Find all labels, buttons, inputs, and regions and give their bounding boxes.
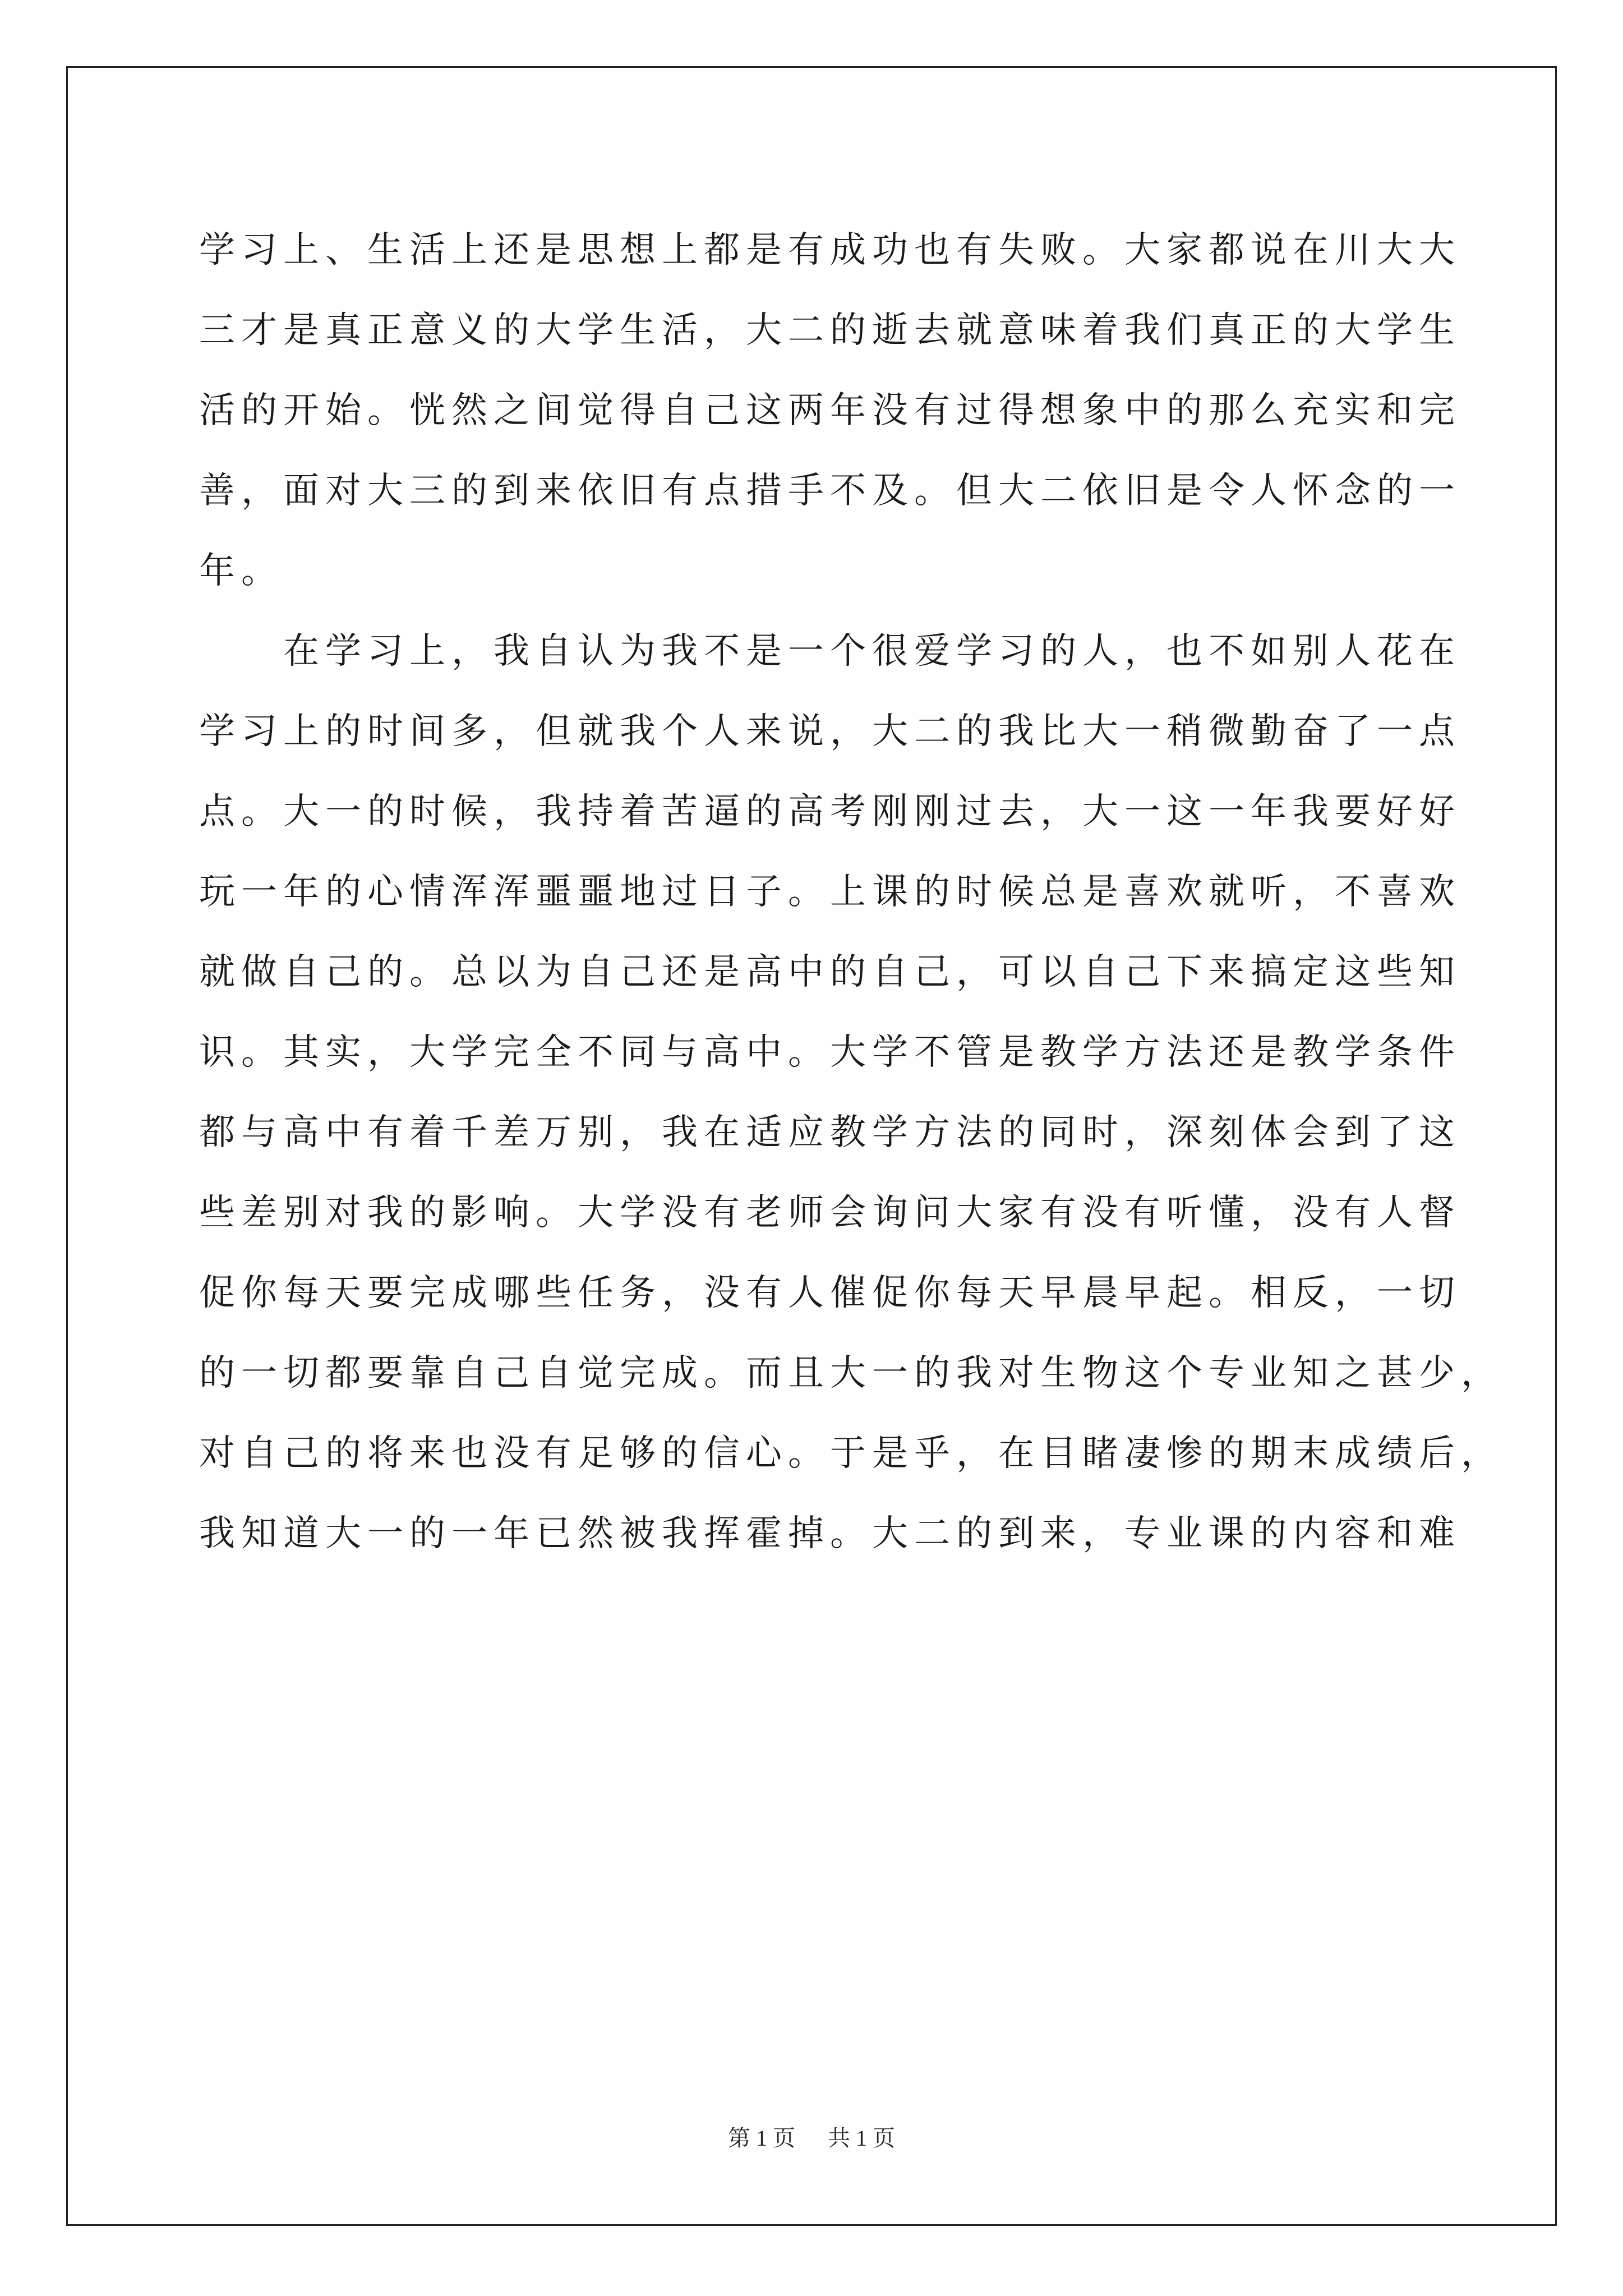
text-line: 三才是真正意义的大学生活，大二的逝去就意味着我们真正的大学生	[199, 310, 1461, 351]
text-line: 就做自己的。总以为自己还是高中的自己，可以自己下来搞定这些知	[199, 951, 1461, 993]
text-line: 学习上、生活上还是思想上都是有成功也有失败。大家都说在川大大	[199, 229, 1461, 271]
text-line: 对自己的将来也没有足够的信心。于是乎，在目睹凄惨的期末成绩后，	[199, 1433, 1503, 1474]
text-line: 年。	[199, 550, 283, 592]
text-line: 的一切都要靠自己自觉完成。而且大一的我对生物这个专业知之甚少，	[199, 1352, 1503, 1394]
text-line: 识。其实，大学完全不同与高中。大学不管是教学方法还是教学条件	[199, 1032, 1461, 1073]
document-body	[199, 210, 1503, 1574]
text-line: 在学习上，我自认为我不是一个很爱学习的人，也不如别人花在	[283, 631, 1461, 672]
text-line: 学习上的时间多，但就我个人来说，大二的我比大一稍微勤奋了一点	[199, 711, 1461, 752]
text-line: 点。大一的时候，我持着苦逼的高考刚刚过去，大一这一年我要好好	[199, 791, 1461, 832]
paragraph-2	[199, 611, 1503, 1574]
page-footer	[0, 2120, 1623, 2152]
text-line: 促你每天要完成哪些任务，没有人催促你每天早晨早起。相反，一切	[199, 1272, 1461, 1314]
text-line: 些差别对我的影响。大学没有老师会询问大家有没有听懂，没有人督	[199, 1192, 1461, 1234]
text-line: 都与高中有着千差万别，我在适应教学方法的同时，深刻体会到了这	[199, 1112, 1461, 1153]
text-line: 活的开始。恍然之间觉得自己这两年没有过得想象中的那么充实和完	[199, 390, 1461, 431]
page-number: 第 1 页	[728, 2125, 795, 2151]
text-line: 玩一年的心情浑浑噩噩地过日子。上课的时候总是喜欢就听，不喜欢	[199, 871, 1461, 913]
paragraph-1	[199, 210, 1461, 611]
text-line: 我知道大一的一年已然被我挥霍掉。大二的到来，专业课的内容和难	[199, 1513, 1461, 1554]
text-line: 善，面对大三的到来依旧有点措手不及。但大二依旧是令人怀念的一	[199, 470, 1461, 512]
page-total: 共 1 页	[828, 2125, 895, 2151]
